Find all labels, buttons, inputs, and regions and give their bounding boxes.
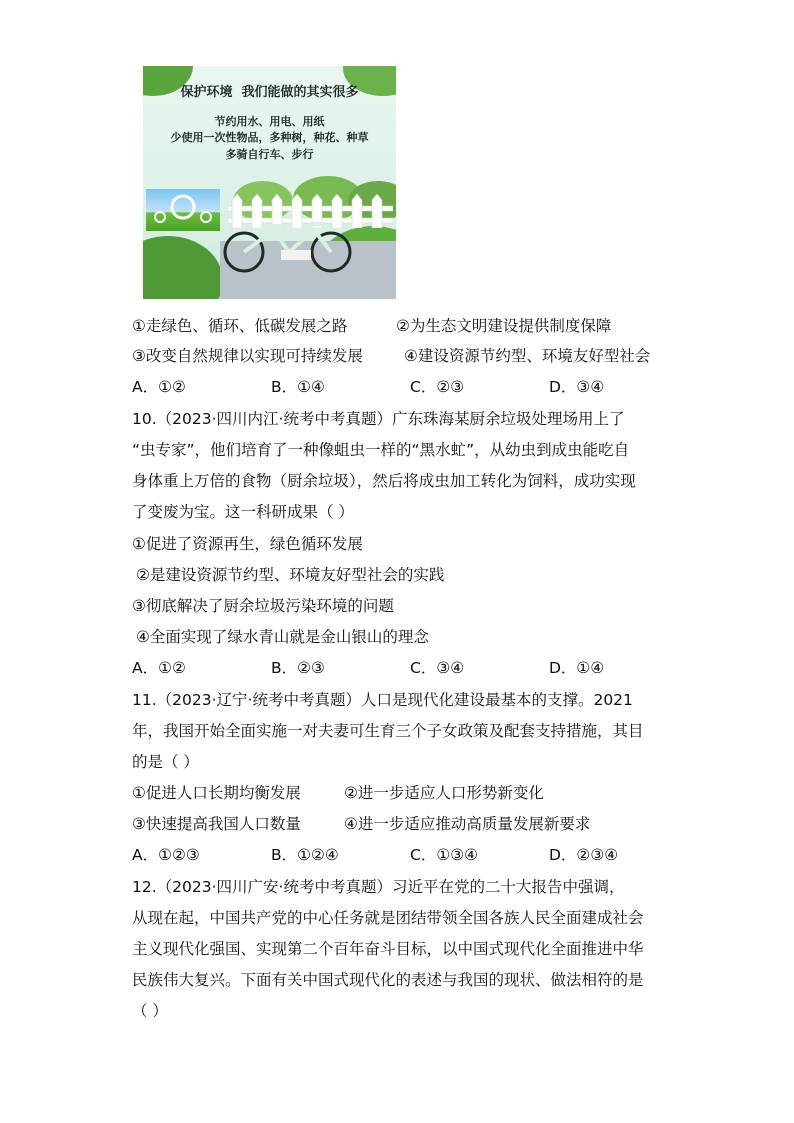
q11-option-a[interactable]: A．①②③ [132, 846, 200, 864]
q10-statement-1: ①促进了资源再生，绿色循环发展 [132, 535, 363, 553]
environment-poster [143, 66, 396, 299]
q9-option-d[interactable]: D．③④ [549, 378, 605, 396]
q9-option-c[interactable]: C．②③ [410, 378, 465, 396]
poster-line: 少使用一次性物品，多种树，种花、种草 [170, 131, 369, 144]
q11-option-c[interactable]: C．①③④ [410, 846, 479, 864]
q10-stem-line: 10.（2023·四川内江·统考中考真题）广东珠海某厨余垃圾处理场用上了 [132, 410, 625, 428]
q12-stem-line: 民族伟大复兴。下面有关中国式现代化的表述与我国的现状、做法相符的是 [132, 971, 644, 989]
q9-statement-3: ③改变自然规律以实现可持续发展 [132, 347, 363, 365]
poster-line: 多骑自行车、步行 [225, 148, 314, 161]
q9-statement-1: ①走绿色、循环、低碳发展之路 [132, 317, 348, 335]
q11-stem-line: 年，我国开始全面实施一对夫妻可生育三个子女政策及配套支持措施，其目 [132, 722, 644, 740]
q10-statement-3: ③彻底解决了厨余垃圾污染环境的问题 [132, 597, 394, 615]
q10-stem-line: “虫专家”，他们培育了一种像蛆虫一样的“黑水虻”，从幼虫到成虫能吃自 [132, 441, 630, 459]
recycle-photo [146, 189, 220, 231]
poster-title: 保护环境 我们能做的其实很多 [180, 85, 359, 100]
q9-statement-2: ②为生态文明建设提供制度保障 [396, 317, 612, 335]
q10-stem-line: 身体重上万倍的食物（厨余垃圾），然后将成虫加工转化为饲料，成功实现 [132, 472, 636, 490]
q11-option-d[interactable]: D．②③④ [549, 846, 619, 864]
q10-option-c[interactable]: C．③④ [410, 659, 465, 677]
q11-option-b[interactable]: B．①②④ [271, 846, 339, 864]
q9-option-a[interactable]: A．①② [132, 378, 186, 396]
q10-stem-line: 了变废为宝。这一科研成果（ ） [132, 503, 354, 521]
q12-stem-line: 主义现代化强国、实现第二个百年奋斗目标，以中国式现代化全面推进中华 [132, 940, 644, 958]
q10-statement-4: ④全面实现了绿水青山就是金山银山的理念 [136, 628, 429, 646]
leaf-decoration [143, 236, 223, 299]
q9-option-b[interactable]: B．①④ [271, 378, 325, 396]
q10-option-a[interactable]: A．①② [132, 659, 186, 677]
q11-statement-3: ③快速提高我国人口数量 [132, 815, 301, 833]
q9-statement-4: ④建设资源节约型、环境友好型社会 [404, 347, 651, 365]
q12-stem-line: 从现在起，中国共产党的中心任务就是团结带领全国各族人民全面建成社会 [132, 909, 644, 927]
q11-statement-1: ①促进人口长期均衡发展 [132, 784, 301, 802]
poster-line: 节约用水、用电、用纸 [214, 115, 325, 128]
q12-stem-line: 12.（2023·四川广安·统考中考真题）习近平在党的二十大报告中强调， [132, 878, 625, 896]
q11-stem-line: 的是（ ） [132, 753, 199, 771]
q11-statement-2: ②进一步适应人口形势新变化 [344, 784, 544, 802]
q12-stem-line: （ ） [132, 1002, 168, 1020]
q10-option-d[interactable]: D．①④ [549, 659, 605, 677]
q11-statement-4: ④进一步适应推动高质量发展新要求 [344, 815, 591, 833]
q11-stem-line: 11.（2023·辽宁·统考中考真题）人口是现代化建设最基本的支撑。2021 [132, 691, 633, 709]
q10-statement-2: ②是建设资源节约型、环境友好型社会的实践 [136, 566, 445, 584]
q10-option-b[interactable]: B．②③ [271, 659, 325, 677]
bicycle-icon [219, 216, 359, 276]
